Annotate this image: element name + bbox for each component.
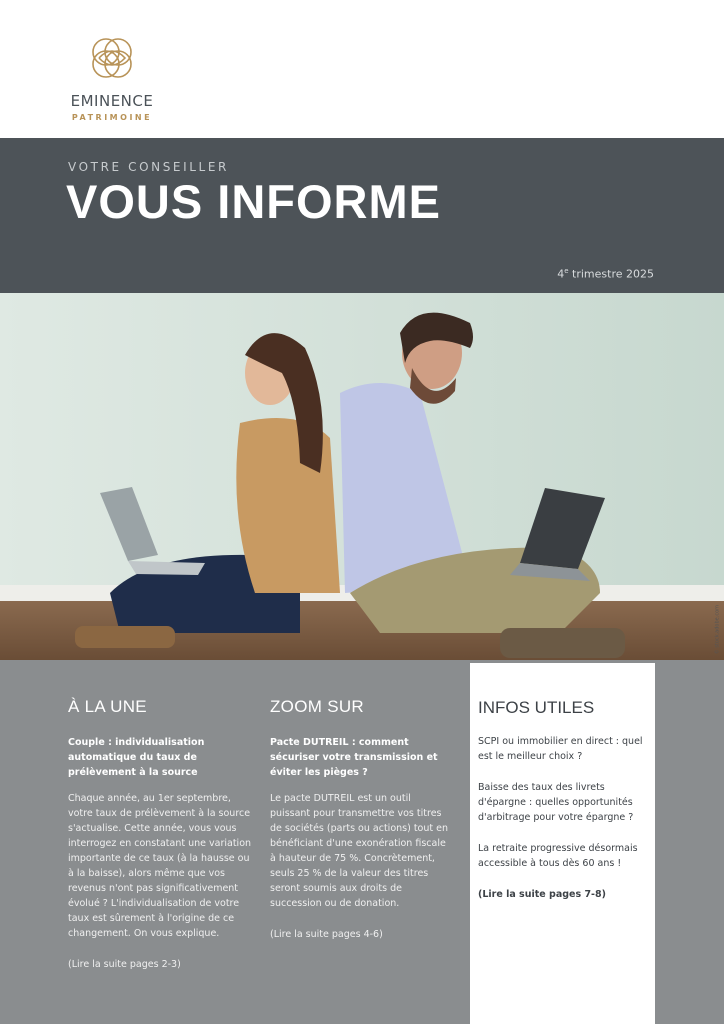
read-more-link[interactable]: (Lire la suite pages 2-3): [68, 959, 181, 970]
column-heading: ZOOM SUR: [270, 697, 365, 716]
photo-credit: © stock.adobe.com: [714, 605, 720, 655]
quarter-suffix: e: [564, 267, 569, 275]
logo-header: [0, 0, 724, 138]
quarter-number: 4: [557, 267, 565, 281]
article-lead: Couple : individualisation automatique du taux de prélèvement à la source: [68, 737, 205, 778]
read-more-link[interactable]: (Lire la suite pages 7-8): [478, 889, 606, 900]
column-a-la-une: [68, 660, 256, 972]
couple-with-laptops-image: [0, 293, 724, 660]
article-lead: Pacte DUTREIL : comment sécuriser votre transmission et éviter les pièges ?: [270, 737, 438, 778]
article-body: Chaque année, au 1er septembre, votre taux de prélèvement à la source s'actualise. Cette année, vous vous interrogez en constatant une variation importante de ce taux (à la hausse ou à la baisse), alors même que vos revenus n'ont pas significativement évolué ? L'individualisation de votre taux est sûrement à l'origine de ce changement. On vous explique.: [68, 793, 252, 939]
summary-section: [0, 660, 724, 1024]
info-item: La retraite progressive désormais accessible à tous dès 60 ans !: [478, 843, 638, 869]
info-item: Baisse des taux des livrets d'épargne : quelles opportunités d'arbitrage pour votre épargne ?: [478, 782, 634, 823]
read-more-link[interactable]: (Lire la suite pages 4-6): [270, 929, 383, 940]
issue-date: [557, 267, 654, 281]
infos-heading: INFOS UTILES: [478, 698, 595, 717]
title-banner: [0, 138, 724, 293]
cover-photo: [0, 293, 724, 660]
banner-headline: VOUS INFORME: [66, 175, 441, 228]
logo-icon: [84, 30, 140, 86]
article-body: Le pacte DUTREIL est un outil puissant pour transmettre vos titres de sociétés (parts ou actions) tout en bénéficiant d'une exonération fiscale à hauteur de 75 %. Concrètement, seuls 25 % de la valeur des titres seront soumis aux droits de succession ou de donation.: [270, 793, 448, 909]
banner-kicker: VOTRE CONSEILLER: [68, 160, 229, 174]
column-zoom-sur: [270, 660, 454, 942]
logo-name: EMINENCE: [70, 92, 154, 110]
quarter-text: trimestre 2025: [568, 267, 654, 281]
info-item: SCPI ou immobilier en direct : quel est le meilleur choix ?: [478, 736, 643, 762]
infos-utiles-panel: [470, 663, 655, 1024]
logo-tagline: PATRIMOINE: [71, 113, 153, 122]
column-heading: À LA UNE: [68, 697, 147, 716]
